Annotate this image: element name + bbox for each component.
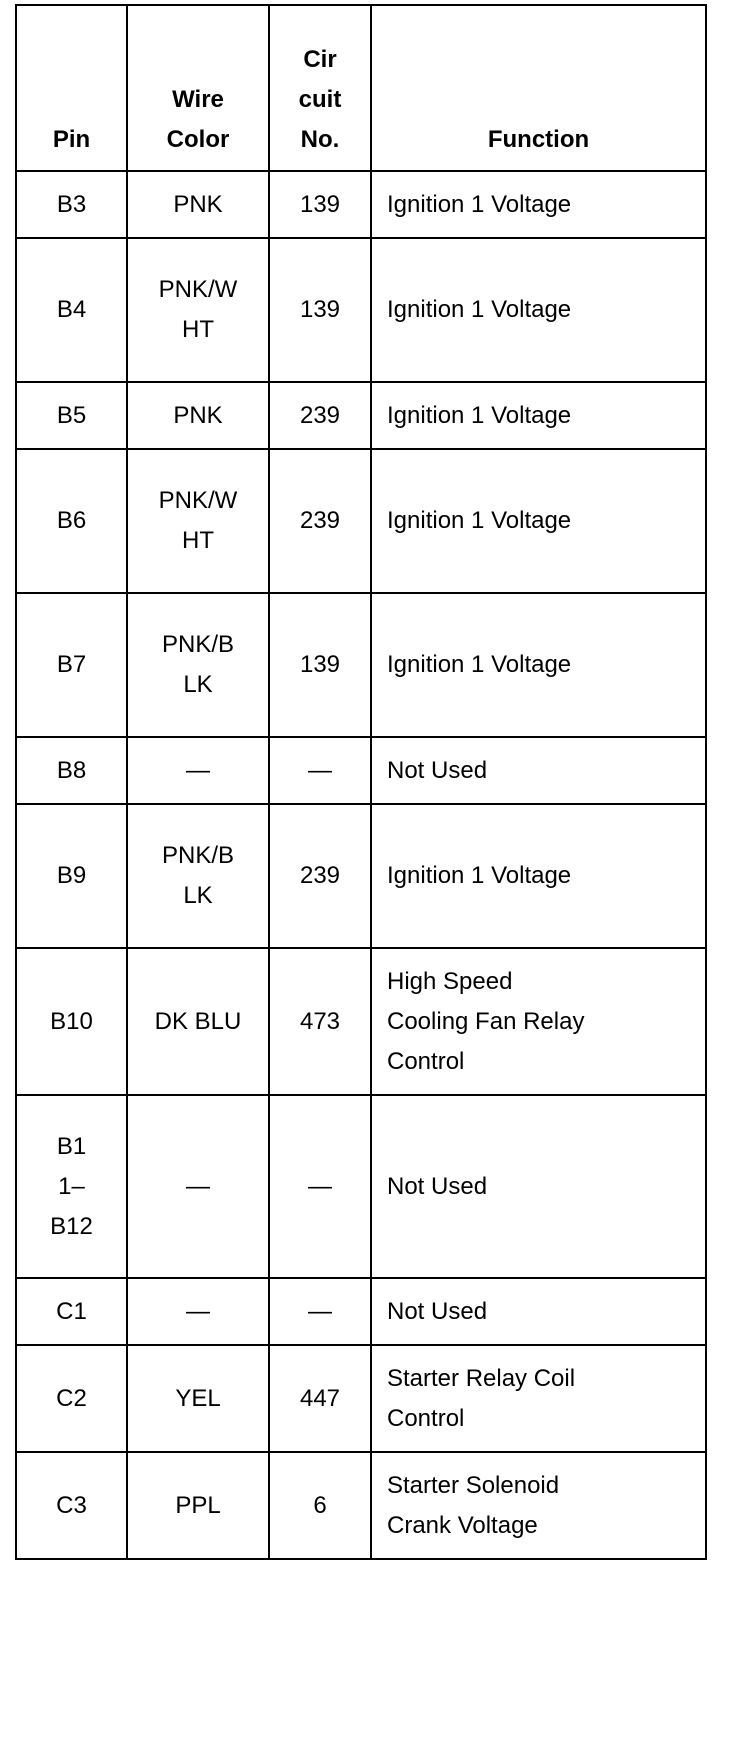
cell-pin: B5 [16, 382, 127, 449]
table-row [16, 948, 706, 1095]
cell-circuit-no: 473 [269, 948, 371, 1095]
cell-circuit-no: 239 [269, 449, 371, 593]
cell-pin: B6 [16, 449, 127, 593]
cell-wire-color: YEL [127, 1345, 269, 1452]
table-row [16, 1278, 706, 1345]
cell-circuit-no: 447 [269, 1345, 371, 1452]
cell-pin: B7 [16, 593, 127, 737]
table-row [16, 1095, 706, 1278]
cell-function: Ignition 1 Voltage [371, 238, 706, 382]
cell-wire-color: — [127, 1278, 269, 1345]
cell-pin: B1 1– B12 [16, 1095, 127, 1278]
table-row [16, 449, 706, 593]
cell-wire-color: PPL [127, 1452, 269, 1559]
connector-pinout-table [15, 4, 707, 1560]
cell-circuit-no: 139 [269, 171, 371, 238]
cell-circuit-no: — [269, 737, 371, 804]
cell-function: Not Used [371, 1095, 706, 1278]
cell-wire-color: PNK [127, 171, 269, 238]
table-row [16, 1452, 706, 1559]
header-row [16, 5, 706, 171]
header-function: Function [371, 5, 706, 171]
cell-circuit-no: — [269, 1095, 371, 1278]
cell-function: Starter Solenoid Crank Voltage [371, 1452, 706, 1559]
header-circuit-no: Cir cuit No. [269, 5, 371, 171]
table-row [16, 382, 706, 449]
cell-function: Ignition 1 Voltage [371, 593, 706, 737]
cell-wire-color: PNK/B LK [127, 593, 269, 737]
cell-wire-color: PNK/W HT [127, 238, 269, 382]
cell-function: Ignition 1 Voltage [371, 804, 706, 948]
cell-wire-color: PNK/W HT [127, 449, 269, 593]
cell-pin: B3 [16, 171, 127, 238]
cell-function: Ignition 1 Voltage [371, 449, 706, 593]
table-row [16, 1345, 706, 1452]
table-row [16, 238, 706, 382]
cell-wire-color: — [127, 1095, 269, 1278]
cell-pin: B9 [16, 804, 127, 948]
cell-function: Starter Relay Coil Control [371, 1345, 706, 1452]
cell-circuit-no: 239 [269, 804, 371, 948]
cell-pin: C2 [16, 1345, 127, 1452]
table-row [16, 593, 706, 737]
cell-wire-color: PNK [127, 382, 269, 449]
cell-pin: B8 [16, 737, 127, 804]
table-row [16, 804, 706, 948]
cell-pin: B10 [16, 948, 127, 1095]
cell-circuit-no: — [269, 1278, 371, 1345]
header-wire-color: Wire Color [127, 5, 269, 171]
table-row [16, 171, 706, 238]
cell-wire-color: DK BLU [127, 948, 269, 1095]
cell-function: Not Used [371, 737, 706, 804]
cell-wire-color: PNK/B LK [127, 804, 269, 948]
table-row [16, 737, 706, 804]
cell-function: High Speed Cooling Fan Relay Control [371, 948, 706, 1095]
cell-circuit-no: 239 [269, 382, 371, 449]
cell-function: Ignition 1 Voltage [371, 171, 706, 238]
cell-pin: C3 [16, 1452, 127, 1559]
cell-wire-color: — [127, 737, 269, 804]
cell-function: Not Used [371, 1278, 706, 1345]
cell-pin: C1 [16, 1278, 127, 1345]
cell-pin: B4 [16, 238, 127, 382]
header-pin: Pin [16, 5, 127, 171]
cell-circuit-no: 6 [269, 1452, 371, 1559]
cell-circuit-no: 139 [269, 238, 371, 382]
cell-function: Ignition 1 Voltage [371, 382, 706, 449]
cell-circuit-no: 139 [269, 593, 371, 737]
